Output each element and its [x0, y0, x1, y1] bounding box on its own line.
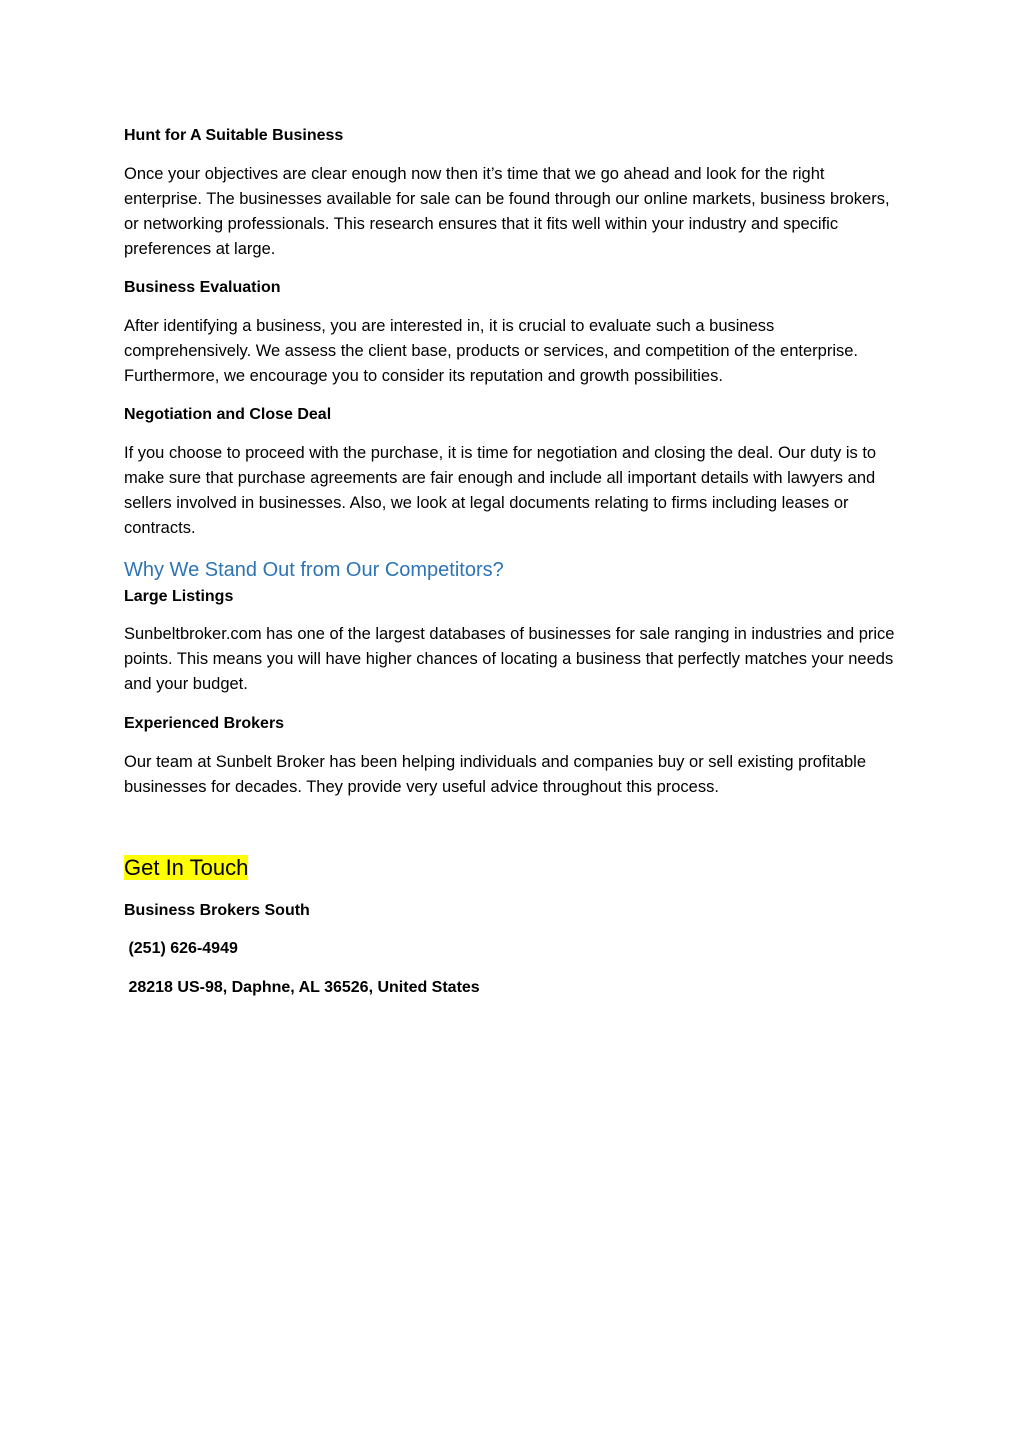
- contact-company: Business Brokers South: [124, 902, 310, 919]
- get-in-touch-highlight: Get In Touch: [124, 855, 249, 880]
- get-in-touch-heading: [124, 854, 904, 882]
- why-heading-experienced-brokers: Experienced Brokers: [124, 715, 285, 732]
- why-body-experienced-brokers: Our team at Sunbelt Broker has been helping individuals and companies buy or sell existing profitable businesses for decades. They provide very useful advice throughout this process.: [124, 753, 867, 796]
- section-heading-negotiation: Negotiation and Close Deal: [124, 406, 332, 423]
- section-heading-evaluation: Business Evaluation: [124, 279, 281, 296]
- why-heading-large-listings: Large Listings: [124, 588, 234, 605]
- contact-address: 28218 US-98, Daphne, AL 36526, United States: [124, 979, 480, 996]
- section-body-negotiation: If you choose to proceed with the purchase, it is time for negotiation and closing the deal. Our duty is to make sure that purchase agreements are fair enough and include all important details with lawyers and sellers involved in businesses. Also, we look at legal documents relating to firms including leases or contracts.: [124, 444, 877, 537]
- why-title: Why We Stand Out from Our Competitors?: [124, 559, 504, 581]
- section-body-evaluation: After identifying a business, you are interested in, it is crucial to evaluate such a business comprehensively. We assess the client base, products or services, and competition of the enterprise. Furthermore, we encourage you to consider its reputation and growth possibilities.: [124, 317, 859, 385]
- section-heading-hunt: Hunt for A Suitable Business: [124, 127, 344, 144]
- section-body-hunt: Once your objectives are clear enough now then it’s time that we go ahead and look for the right enterprise. The businesses available for sale can be found through our online markets, business brokers, or networking professionals. This research ensures that it fits well within your industry and specific preferences at large.: [124, 165, 890, 258]
- contact-phone: (251) 626-4949: [124, 940, 238, 957]
- why-body-large-listings: Sunbeltbroker.com has one of the largest databases of businesses for sale ranging in industries and price points. This means you will have higher chances of locating a business that perfectly matches your needs and your budget.: [124, 625, 895, 693]
